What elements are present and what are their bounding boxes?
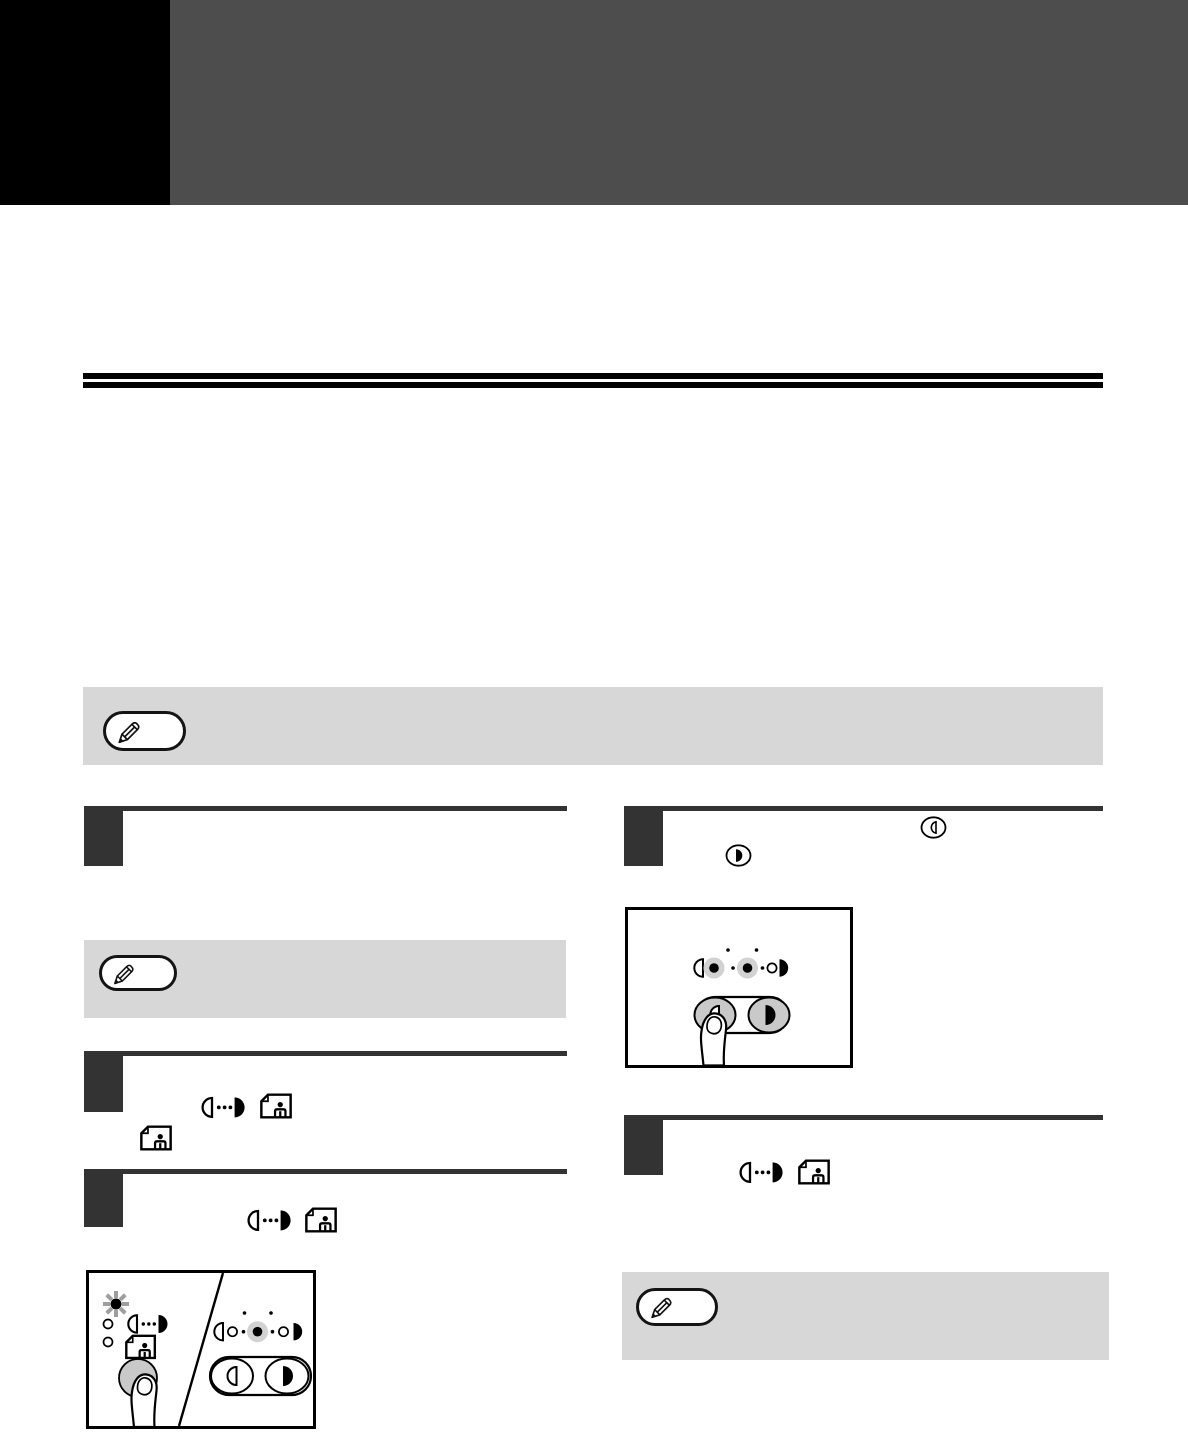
header-corner-block [0,0,170,205]
note-box-right-column [622,1272,1109,1360]
exposure-mode-panel-diagram [86,1270,316,1429]
step-4-rule [624,806,1103,811]
led-indicator [104,1338,113,1347]
pencil-icon [113,718,140,745]
step-1-rule [84,806,567,811]
pressing-finger-icon [701,1013,726,1065]
light-dark-keys-diagram [625,907,853,1068]
section-divider-rule [83,373,1103,388]
exposure-scale-icon [198,1096,248,1119]
dark-key-icon [725,844,752,867]
step-3-number-block [84,1169,123,1227]
photo-mode-icon [259,1092,293,1120]
led-indicator [104,1320,113,1329]
photo-mode-icon [304,1206,338,1234]
exposure-scale-icon [243,1209,295,1232]
step-2-number-block [84,1051,123,1112]
light-key-button [211,1359,253,1394]
diagram-border [627,909,852,1067]
exposure-scale-icon [736,1161,786,1184]
dark-key-button [266,1359,309,1394]
note-badge [99,955,177,991]
step-4-number-block [624,806,663,866]
light-key-icon [920,816,947,839]
photo-mode-icon [126,1336,155,1358]
note-box-full-width [83,687,1103,765]
photo-mode-icon [797,1158,831,1186]
pencil-icon [109,961,134,986]
dark-key-button [749,998,790,1033]
step-5-number-block [624,1115,663,1175]
photo-mode-icon [139,1124,173,1152]
step-1-number-block [84,806,123,866]
step-3-rule [84,1169,567,1174]
starburst-icon [103,1291,129,1317]
pressing-finger-icon [131,1374,156,1427]
header-band [170,0,1188,205]
step-2-rule [84,1051,567,1056]
note-box-left-column [84,940,566,1018]
note-badge [636,1288,718,1326]
step-5-rule [624,1115,1103,1120]
note-badge [103,711,186,751]
pencil-icon [646,1294,672,1320]
